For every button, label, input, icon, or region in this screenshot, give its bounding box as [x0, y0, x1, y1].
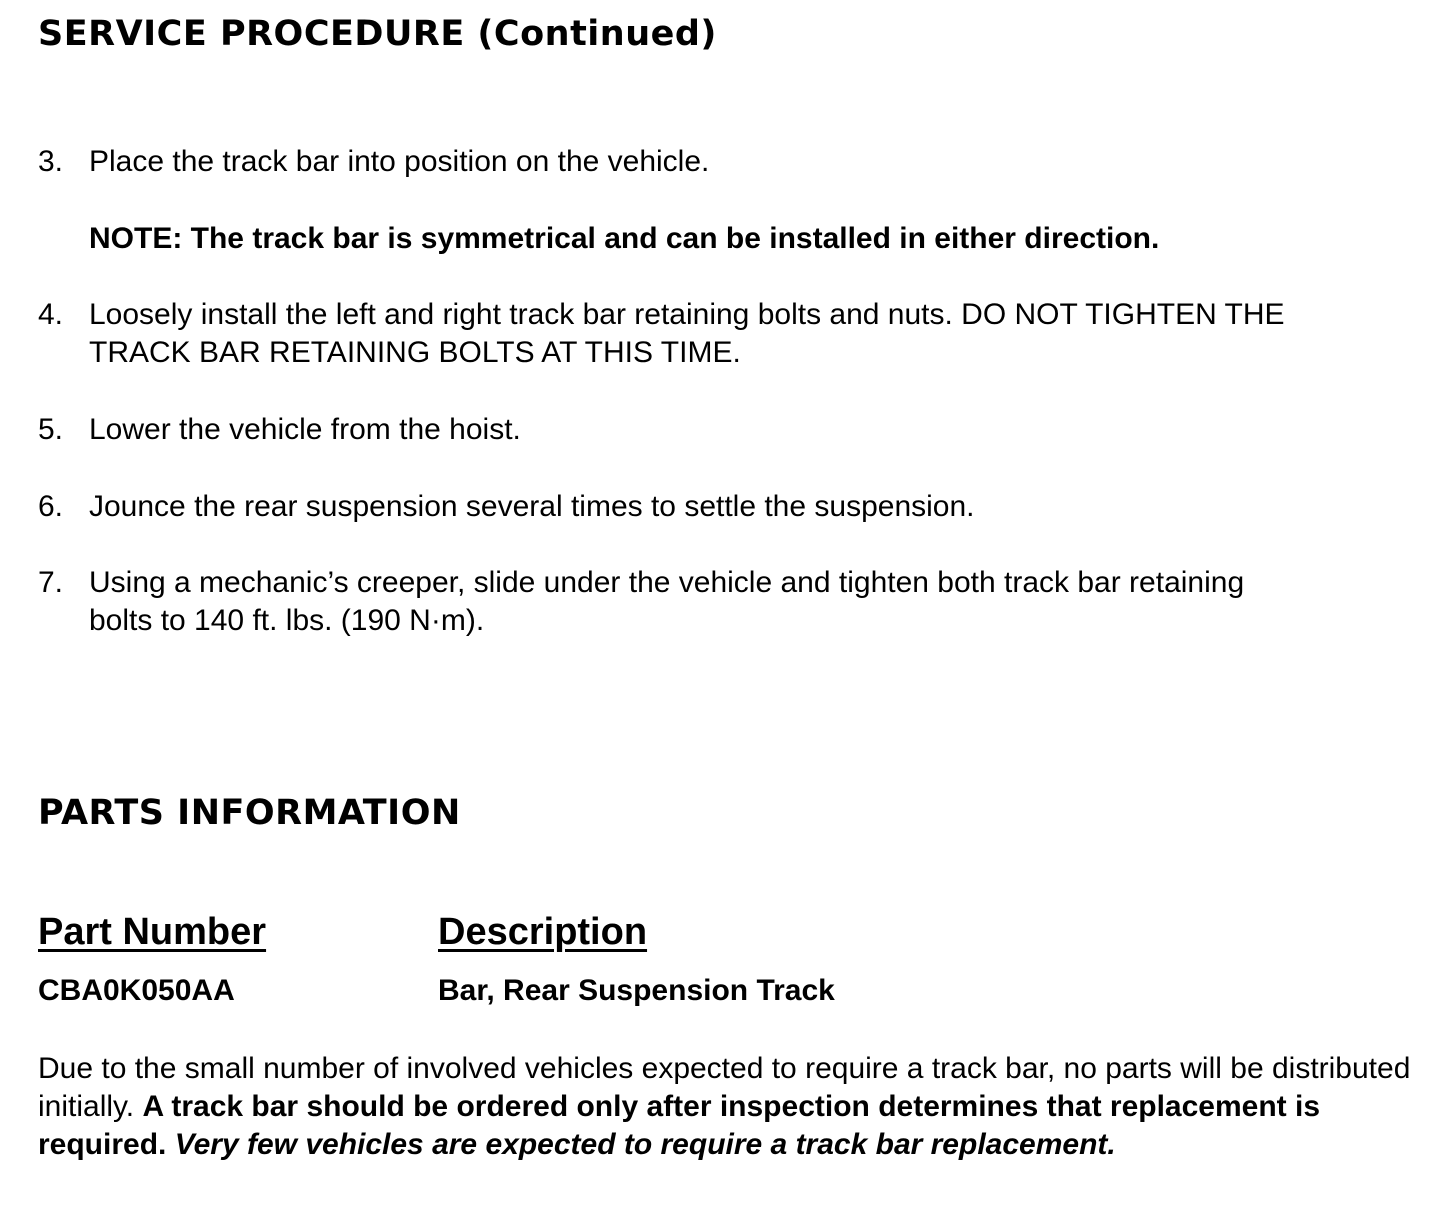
- step-text: Place the track bar into position on the vehicle.: [89, 145, 710, 178]
- service-procedure-heading: SERVICE PROCEDURE (Continued): [38, 14, 717, 54]
- step-text: bolts to 140 ft. lbs. (190 N·m).: [89, 604, 485, 637]
- part-number-column-header: Part Number: [38, 911, 267, 953]
- step-number: 7.: [38, 566, 64, 599]
- step-text: TRACK BAR RETAINING BOLTS AT THIS TIME.: [89, 336, 741, 369]
- step-text: Jounce the rear suspension several times to settle the suspension.: [89, 490, 975, 523]
- step-number: 3.: [38, 145, 64, 178]
- parts-note-normal: Due to the small number of involved vehicles expected to require a track bar, no parts will be distributed initially.: [38, 1052, 1411, 1123]
- step-text: Using a mechanic’s creeper, slide under the vehicle and tighten both track bar retaining: [89, 566, 1245, 599]
- parts-information-heading: PARTS INFORMATION: [38, 793, 461, 833]
- parts-note-paragraph: [38, 1050, 1438, 1164]
- step-number: 5.: [38, 413, 64, 446]
- parts-note-bold-italic: Very few vehicles are expected to require a track bar replacement.: [174, 1128, 1116, 1161]
- part-number-cell: CBA0K050AA: [38, 974, 235, 1007]
- step-number: 4.: [38, 298, 64, 331]
- part-description-cell: Bar, Rear Suspension Track: [438, 974, 835, 1007]
- step-text: Lower the vehicle from the hoist.: [89, 413, 521, 446]
- description-column-header: Description: [438, 911, 648, 953]
- note-text: NOTE: The track bar is symmetrical and can be installed in either direction.: [89, 222, 1160, 255]
- step-text: Loosely install the left and right track bar retaining bolts and nuts. DO NOT TIGHTEN THE: [89, 298, 1285, 331]
- parts-note-bold: A track bar should be ordered only after inspection determines that replacement is required.: [38, 1090, 1321, 1161]
- step-number: 6.: [38, 490, 64, 523]
